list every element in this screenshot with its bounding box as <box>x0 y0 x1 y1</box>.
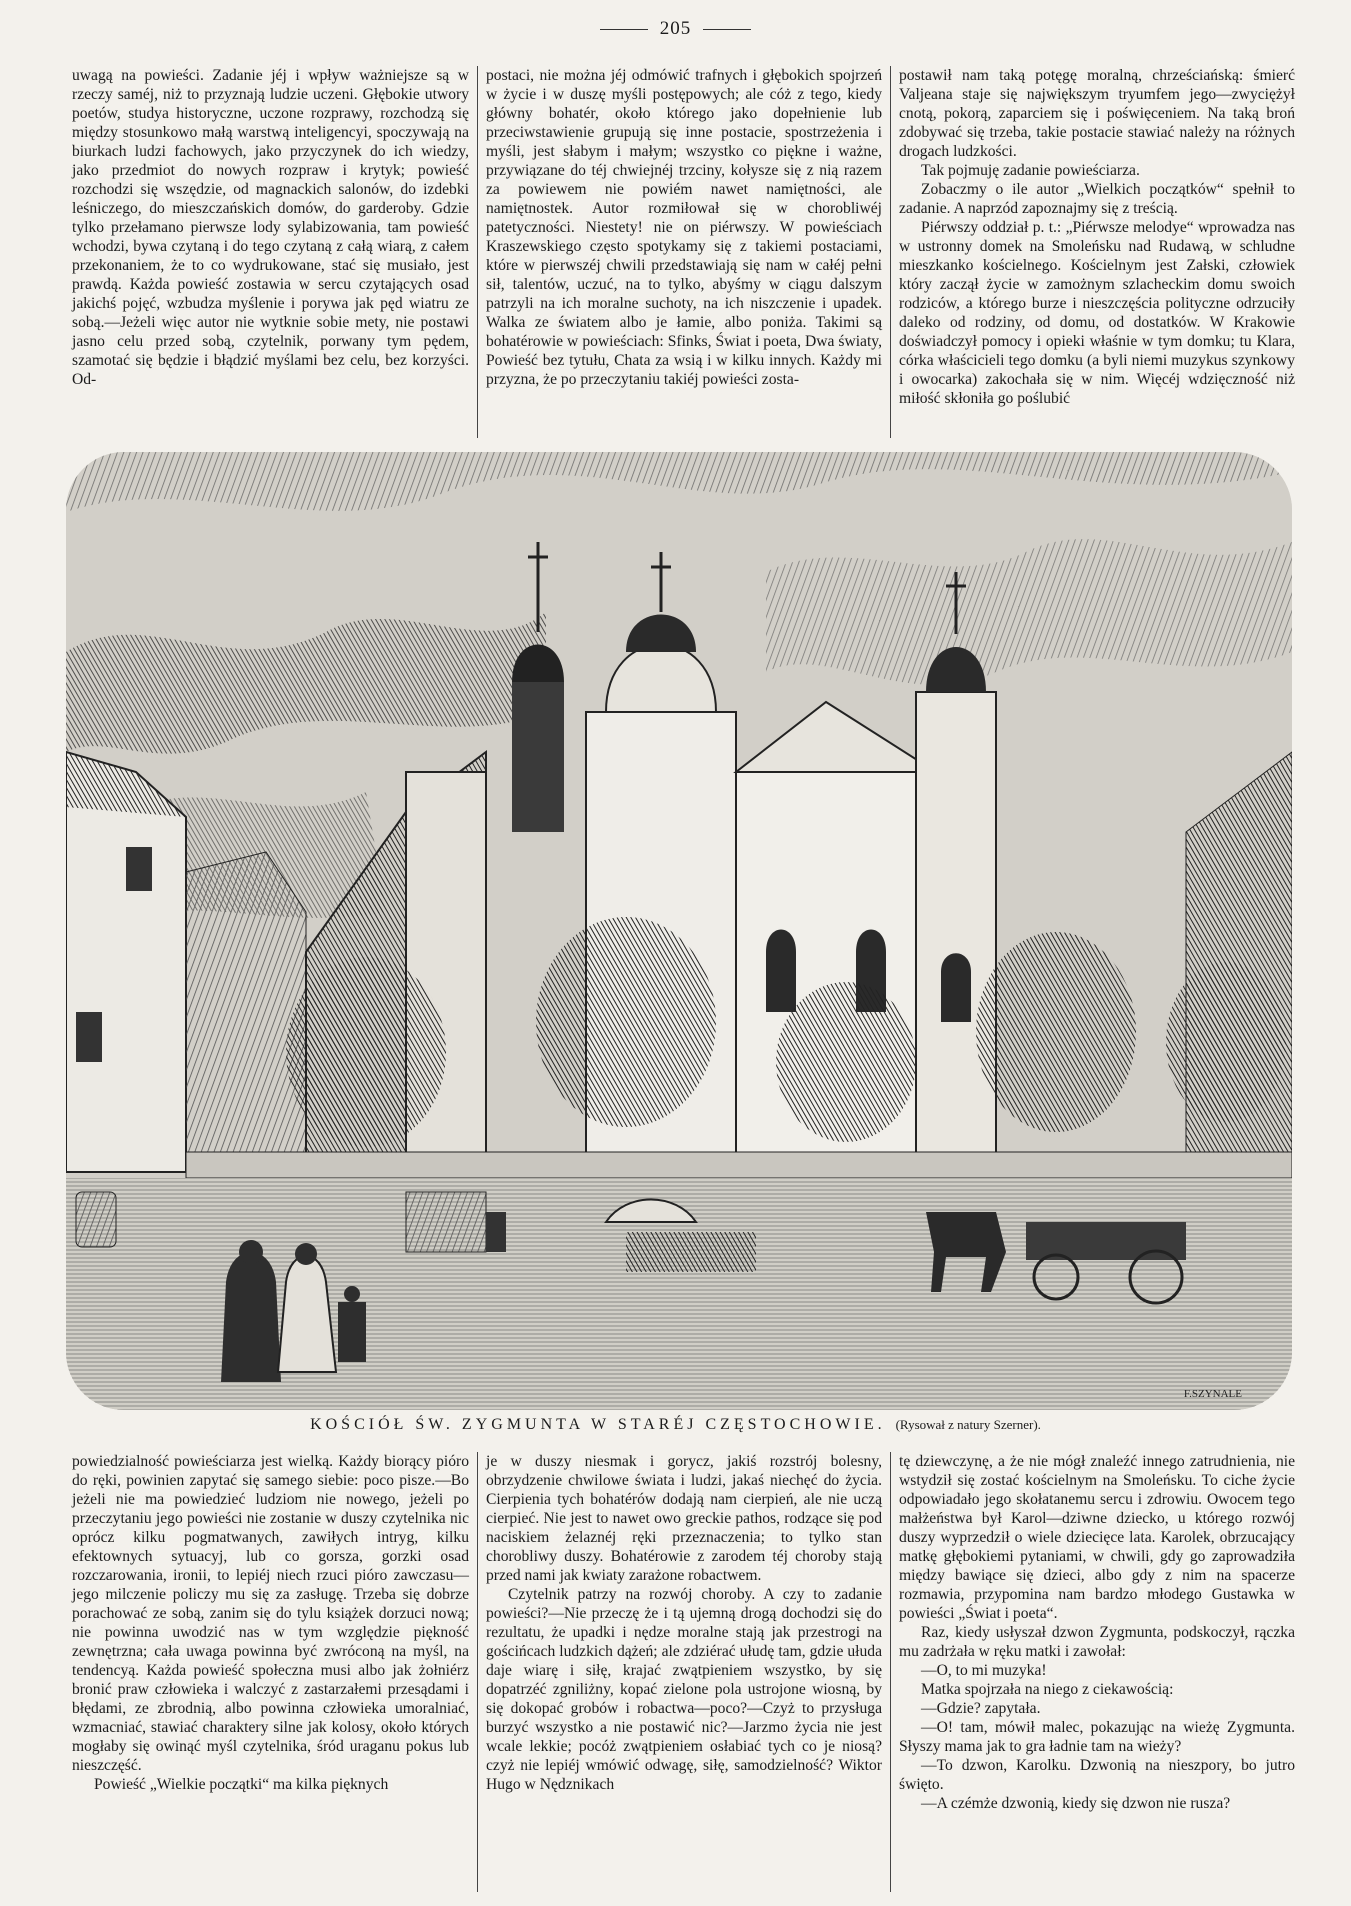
paragraph: tę dziewczynę, a że nie mógł znaleźć innego zatrudnienia, nie wstydził się zostać kościelnym na Smoleńsku. To ciche życie odpowiadało jego skołatanemu sercu i zdrowiu. Owocem tego małżeństwa był Karol—dziwne dziecko, u którego rozwój duszy wyprzedził o wiele dziecięce lata. Karolek, obrzucający matkę głębokiemi pytaniami, w chwili, gdy go zaprowadziła między bawiące się dzieci, albo gdy z nim na spacerze rozmawia, przypomina nam bardzo młodego Gustawka w powieści „Świat i poeta“. <box>899 1453 1295 1622</box>
paragraph: —O, to mi muzyka! <box>921 1662 1047 1679</box>
caption-credit: (Rysował z natury Szerner). <box>895 1417 1041 1432</box>
church-engraving <box>66 452 1292 1410</box>
paragraph: uwagą na powieści. Zadanie jéj i wpływ ważniejsze są w rzeczy saméj, niż to przyznają ludzie uczeni. Głębokie utwory poetów, studya historyczne, uczone rozprawy, rozchodzą się między stosunkowo małą warstwą inteligencyi, spoczywają na biurkach ludzi fachowych, jako przyczynek do ich wiedzy, jako przedmiot do nowych rozpraw i krytyk; powieść rozchodzi się wszędzie, od magnackich salonów, do izdebki leśniczego, do mieszczańskich domów, do garderoby. Gdzie tylko przełamano pierwsze lody sylabizowania, tam powieść wchodzi, bywa czytaną i do tego czytaną z całą wiarą, z całem przekonaniem, że to co wydrukowane, stać się musiało, jest prawdą. Każda powieść zostawia w sercu czytających osad jakichś pojęć, wzbudza myślenie i porywa jak pęd wiatru ze sobą.—Jeżeli więc autor nie wytknie sobie mety, nie postawi jasno celu przed sobą, czytelnik, porwany tym pędem, szamotać się będzie i błądzić myślami bez celu, bez korzyści. Od- <box>72 67 469 388</box>
bottom-column-2 <box>477 1452 890 1892</box>
paragraph: Piérwszy oddział p. t.: „Piérwsze melodye“ wprowadza nas w ustronny domek na Smoleńsku nad Rudawą, w schludne mieszkanko kościelnego. Kościelnym jest Załski, człowiek który zaczął życie w zamożnym szlacheckim domu swoich rodziców, a którego burze i nieszczęścia polityczne odrzuciły daleko od rodziny, od domu, od dostatków. W Krakowie doświadczył pomocy i opieki właśnie w tym domku; tu Klara, córka właścicieli tego domku (a byli niemi muzykus szynkowy i owocarka) zakochała się w nim. Więcéj wdzięczność niż miłość skłoniła go poślubić <box>899 219 1295 407</box>
paragraph: Matka spojrzała na niego z ciekawością: <box>921 1681 1174 1698</box>
caption-title: KOŚCIÓŁ ŚW. ZYGMUNTA W STARÉJ CZĘSTOCHOWIE. <box>310 1416 886 1433</box>
top-column-2 <box>477 66 890 438</box>
paragraph: Zobaczmy o ile autor „Wielkich początków“ spełnił to zadanie. A naprzód zapoznajmy się z treścią. <box>899 181 1295 217</box>
page-number: 205 <box>0 18 1351 40</box>
engraver-signature: F.SZYNALE <box>1183 1388 1242 1400</box>
top-column-3 <box>890 66 1303 438</box>
paragraph: —To dzwon, Karolku. Dzwonią na nieszpory, bo jutro święto. <box>899 1757 1295 1793</box>
illustration-caption <box>0 1416 1351 1434</box>
paragraph: powiedzialność powieściarza jest wielką. Każdy biorący pióro do ręki, powinien zapytać się samego siebie: poco pisze.—Bo jeżeli nie ma powiedzieć ludziom nie nowego, jeżeli po przeczytaniu jego powieści nie zostanie w duszy czytelnika nic oprócz kilku pogmatwanych, zawiłych intryg, kilku efektownych sytuacyj, lub co gorsza, gorzki osad rozczarowania, ironii, to lepiéj niech rzuci pióro zawczasu—jego milczenie policzy mu się za zasługę. Trzeba się dobrze porachować ze sobą, zanim się do tylu książek dorzuci nową; nie powinna uwodzić nas w tym względzie piękność zewnętrzna; cała uwaga powinna być zwróconą na myśl, na tendencyą. Każda powieść społeczna musi albo jak żołniérz bronić praw człowieka i walczyć z zastarzałemi przesądami i błędami, ze zbrodnią, albo powinna człowieka umoralniać, wzmacniać, stawiać charaktery silne jak kolosy, około których mogłaby się owinąć myśl czytelnika, śród uraganu pokus lub nieszczęść. <box>72 1453 469 1774</box>
paragraph: —A czémże dzwonią, kiedy się dzwon nie rusza? <box>921 1795 1231 1812</box>
bottom-text-columns <box>64 1452 1304 1892</box>
paragraph: Tak pojmuję zadanie powieściarza. <box>921 162 1140 179</box>
paragraph: postaci, nie można jéj odmówić trafnych i głębokich spojrzeń w życie i w duszę myśli postępowych; ale cóż z tego, kiedy główny bohatér, około którego jako dopełnienie lub przeciwstawienie grupują się inne postacie, spostrzeżenia i myśli, jest słabym i małym; wszystko co piękne i ważne, przywiązane do téj chwiejnéj trzciny, kołysze się z nią razem za powiewem nie powiém nawet namiętności, ale namiętnostek. Autor rozmiłował się w chorobliwéj patetyczności. Niestety! nie on piérwszy. W powieściach Kraszewskiego często spotykamy się z takiemi postaciami, które w pierwszéj chwili przedstawiają się nam w całéj pełni sił, talentów, uczuć, na to tylko, abyśmy w ciągu dalszym patrzyli na ich moralne suchoty, na ich niszczenie i upadek. Walka ze światem albo je łamie, albo poniża. Takimi są bohatérowie w powieściach: Sfinks, Świat i poeta, Dwa światy, Powieść bez tytułu, Chata za wsią i w kilku innych. Każdy mi przyzna, że po przeczytaniu takiéj powieści zosta- <box>486 67 882 388</box>
paragraph: je w duszy niesmak i gorycz, jakiś rozstrój bolesny, obrzydzenie chwilowe świata i ludzi, jakaś niechęć do życia. Cierpienia tych bohatérów dodają nam cierpień, ale nie uczą cierpieć. Nie jest to nawet owo greckie pathos, rodzące się pod naciskiem żelaznéj ręki przeznaczenia; to tylko stan chorobliwy duszy. Bohatérowie z zarodem téj choroby stają przed nami jak kwiaty zarażone robactwem. <box>486 1453 882 1584</box>
paragraph: Czytelnik patrzy na rozwój choroby. A czy to zadanie powieści?—Nie przeczę że i tą ujemną drogą dochodzi się do rezultatu, że upadki i nędze moralne stają jak przestrogi na gościńcach ludzkich dążeń; ale zdziérać ułudę tam, gdzie ułuda daje wiarę i siłę, krajać zwątpieniem wszystko, by się dopatrzéć zgniliżny, kopać zielone pola ustrojone wiosną, by się dokopać grobów i robactwa—poco?—Czyż to przysługa burzyć wszystko a nie postawić nic?—Jarzmo życia nie jest wcale lekkie; pocóż zwątpieniem osłabiać tych co je niosą? czyż nie lepiéj wmówić odwagę, siłę, samodzielność? Wiktor Hugo w Nędznikach <box>486 1586 882 1793</box>
bottom-column-1 <box>64 1452 477 1892</box>
paragraph: Powieść „Wielkie początki“ ma kilka pięknych <box>94 1776 389 1793</box>
top-text-columns <box>64 66 1304 438</box>
paragraph: postawił nam taką potęgę moralną, chrześciańską: śmierć Valjeana staje się największym tryumfem jego—zwyciężył cnotą, pokorą, zaparciem się i poświęceniem. Na taką broń zdobywać się trzeba, takie postacie stawiać należy na różnych drogach ludzkości. <box>899 67 1295 160</box>
bottom-column-3 <box>890 1452 1303 1892</box>
paragraph: —Gdzie? zapytała. <box>921 1700 1041 1717</box>
paragraph: —O! tam, mówił malec, pokazując na wieżę Zygmunta. Słyszy mama jak to gra ładnie tam na wieży? <box>899 1719 1295 1755</box>
engraving-picture <box>66 452 1292 1410</box>
top-column-1 <box>64 66 477 438</box>
paragraph: Raz, kiedy usłyszał dzwon Zygmunta, podskoczył, rączka mu zadrżała w ręku matki i zawołał: <box>899 1624 1295 1660</box>
